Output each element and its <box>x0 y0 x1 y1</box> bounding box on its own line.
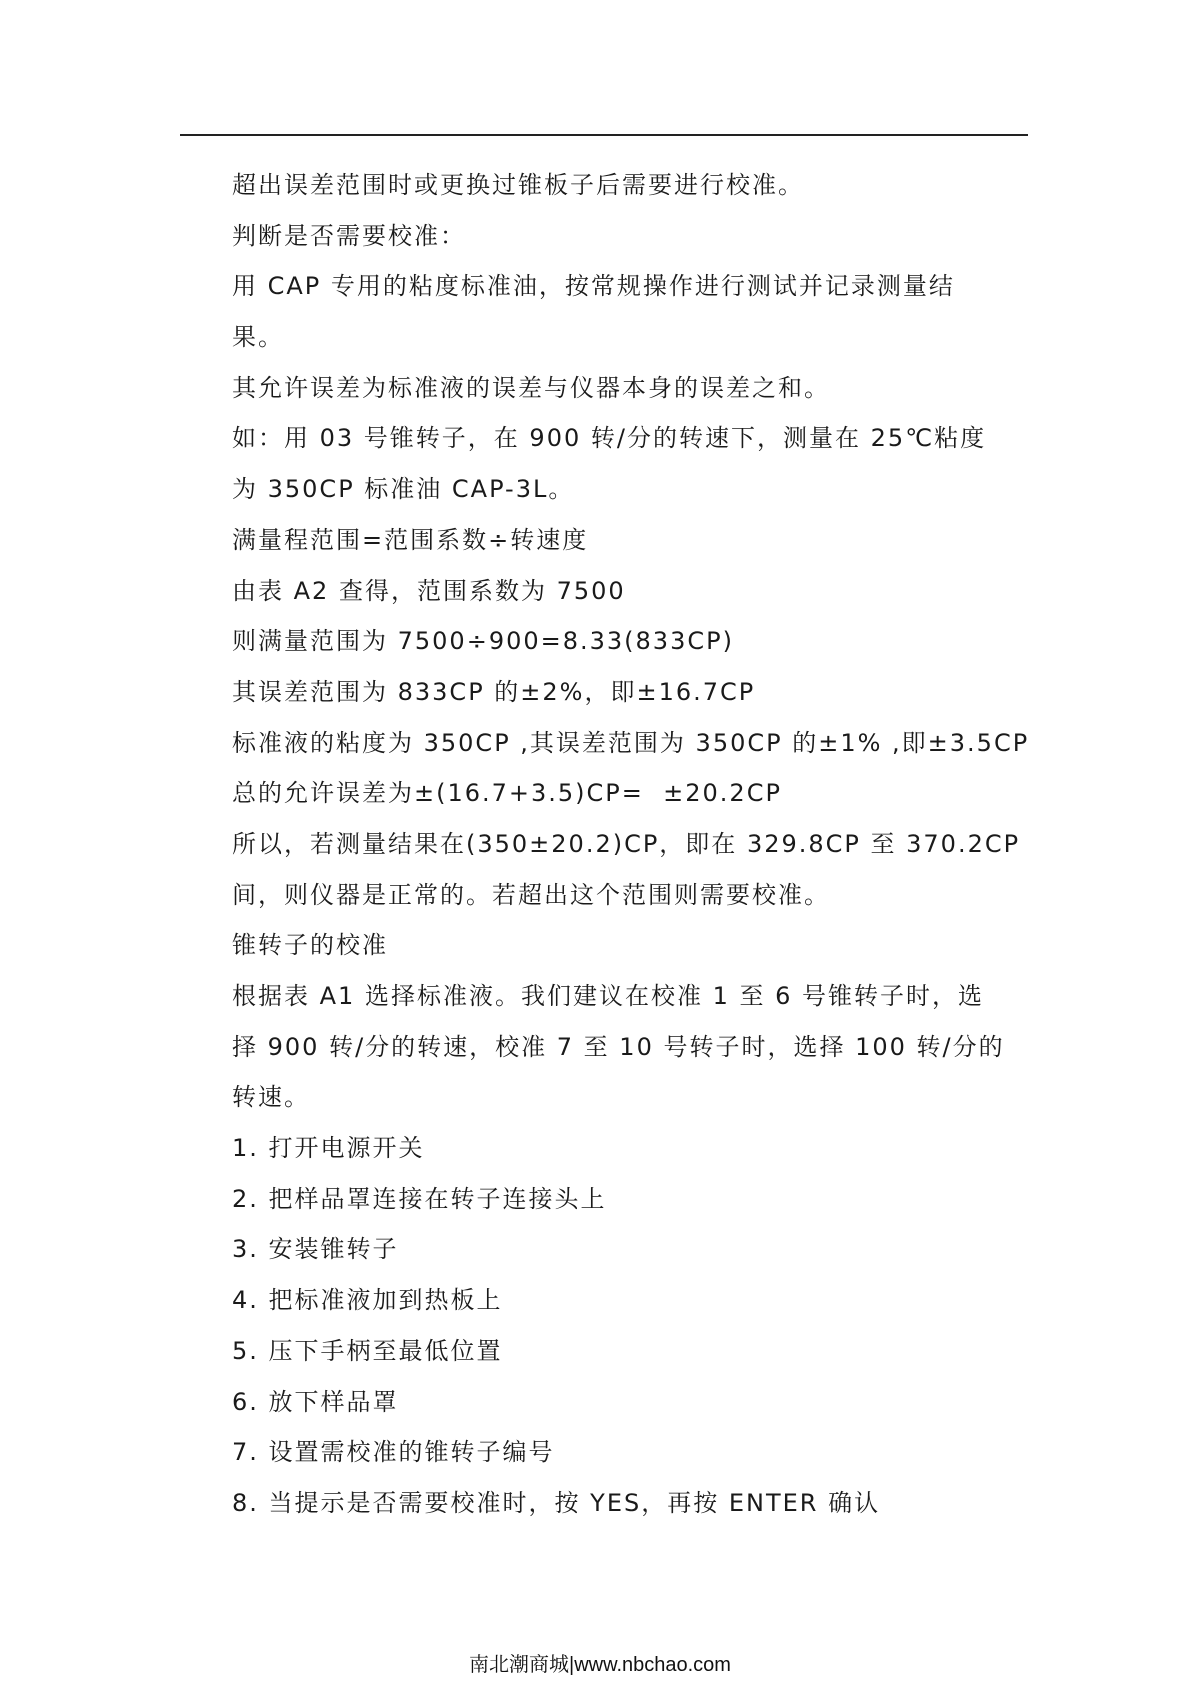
text-line: 满量程范围=范围系数÷转速度 <box>232 525 589 554</box>
text-line: 所以，若测量结果在(350±20.2)CP，即在 329.8CP 至 370.2CP <box>232 829 1021 858</box>
text-line: 择 900 转/分的转速，校准 7 至 10 号转子时，选择 100 转/分的 <box>232 1032 1005 1061</box>
text-line: 根据表 A1 选择标准液。我们建议在校准 1 至 6 号锥转子时，选 <box>232 982 984 1010</box>
step-item: 6. 放下样品罩 <box>232 1387 399 1416</box>
section-heading: 锥转子的校准 <box>232 931 388 960</box>
step-item: 8. 当提示是否需要校准时，按 YES，再按 ENTER 确认 <box>232 1488 881 1517</box>
step-item: 5. 压下手柄至最低位置 <box>232 1336 503 1365</box>
text-line: 转速。 <box>232 1083 310 1112</box>
text-line: 总的允许误差为±(16.7+3.5)CP= ±20.2CP <box>232 779 782 808</box>
text-line: 为 350CP 标准油 CAP-3L。 <box>232 475 575 504</box>
text-line: 用 CAP 专用的粘度标准油，按常规操作进行测试并记录测量结 <box>232 272 955 301</box>
header-rule <box>180 134 1028 136</box>
step-item: 3. 安装锥转子 <box>232 1235 399 1264</box>
text-line: 标准液的粘度为 350CP ,其误差范围为 350CP 的±1% ,即±3.5CP <box>232 728 1030 757</box>
document-body <box>232 160 1032 1529</box>
text-line: 果。 <box>232 323 284 352</box>
text-line: 其误差范围为 833CP 的±2%，即±16.7CP <box>232 677 756 706</box>
step-item: 4. 把标准液加到热板上 <box>232 1286 503 1315</box>
step-item: 2. 把样品罩连接在转子连接头上 <box>232 1184 607 1213</box>
text-line: 间，则仪器是正常的。若超出这个范围则需要校准。 <box>232 880 830 909</box>
text-line: 则满量范围为 7500÷900=8.33(833CP) <box>232 627 734 656</box>
step-item: 7. 设置需校准的锥转子编号 <box>232 1438 555 1467</box>
text-line: 判断是否需要校准： <box>232 221 466 250</box>
text-line: 由表 A2 查得，范围系数为 7500 <box>232 576 626 605</box>
footer-site-link[interactable]: 南北潮商城|www.nbchao.com <box>469 1654 731 1676</box>
text-line: 其允许误差为标准液的误差与仪器本身的误差之和。 <box>232 373 830 402</box>
text-line: 如：用 03 号锥转子，在 900 转/分的转速下，测量在 25℃粘度 <box>232 424 987 453</box>
text-line: 超出误差范围时或更换过锥板子后需要进行校准。 <box>232 171 804 199</box>
step-item: 1. 打开电源开关 <box>232 1134 425 1163</box>
